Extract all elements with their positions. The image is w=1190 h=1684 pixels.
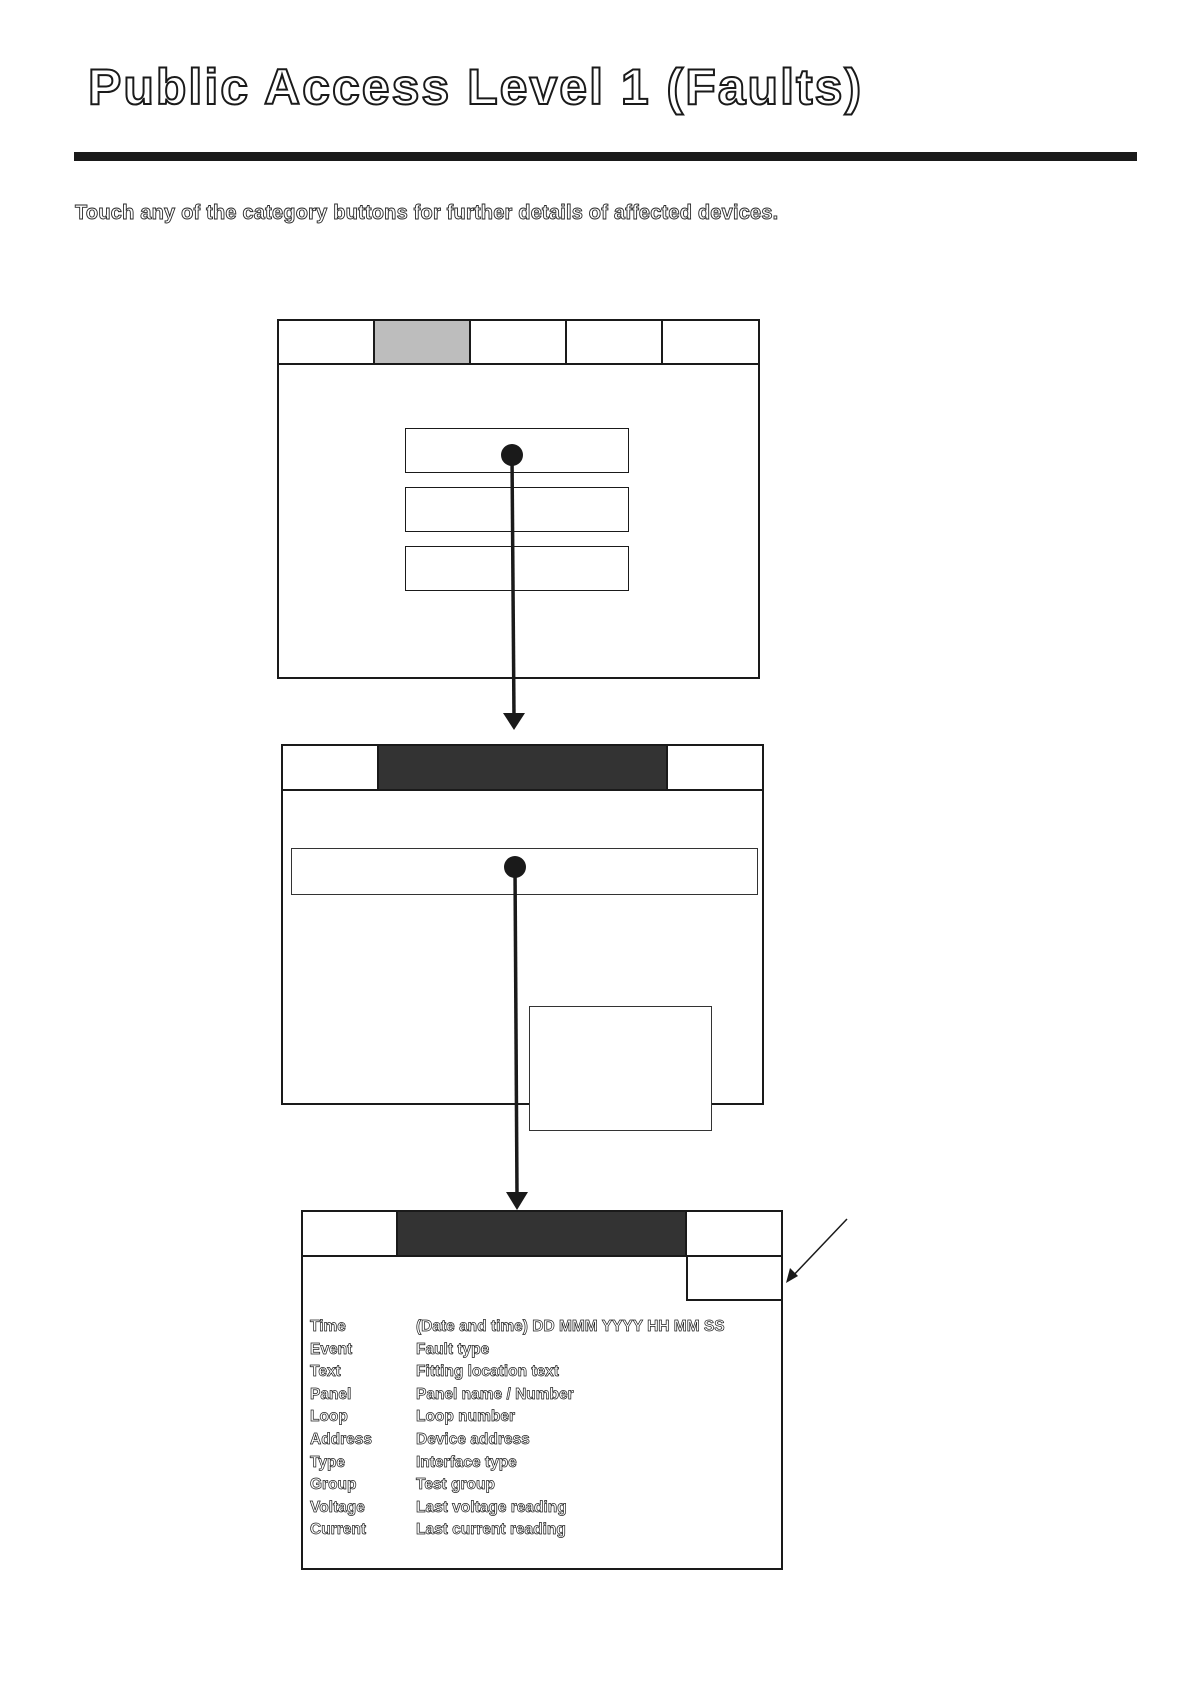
- detail-label: Panel: [310, 1385, 352, 1403]
- details-right-tab[interactable]: [687, 1212, 781, 1257]
- tab-5[interactable]: [663, 321, 758, 365]
- details-back-tab[interactable]: [303, 1212, 398, 1257]
- details-header-bar: [398, 1212, 687, 1257]
- detail-label: Address: [310, 1431, 373, 1448]
- right-tab[interactable]: [668, 746, 762, 791]
- page-title: Public Access Level 1 (Faults): [88, 59, 864, 115]
- details-small-button[interactable]: [686, 1255, 783, 1301]
- detail-value: Loop number: [416, 1408, 516, 1426]
- screen-categories: [277, 319, 760, 679]
- tab-2-selected[interactable]: [375, 321, 471, 365]
- detail-value: Test group: [416, 1476, 495, 1494]
- tab-4[interactable]: [567, 321, 663, 365]
- detail-value: Fault type: [416, 1340, 490, 1358]
- list-header-bar: [379, 746, 668, 791]
- detail-value: Interface type: [416, 1453, 517, 1471]
- detail-label: Current: [310, 1521, 366, 1539]
- detail-label: Voltage: [310, 1498, 365, 1516]
- category-button-2[interactable]: [405, 487, 629, 532]
- detail-label: Type: [310, 1453, 346, 1471]
- detail-label: Time: [310, 1318, 346, 1335]
- title-rule: [74, 152, 1137, 161]
- arrow-2-head: [506, 1192, 528, 1210]
- intro-text: Touch any of the category buttons for further details of affected devices.: [75, 202, 779, 224]
- tab-1[interactable]: [279, 321, 375, 365]
- detail-label: Text: [310, 1363, 341, 1381]
- detail-value: Device address: [416, 1431, 530, 1448]
- detail-value: Last current reading: [416, 1521, 566, 1539]
- category-button-3[interactable]: [405, 546, 629, 591]
- detail-label: Event: [310, 1340, 353, 1358]
- detail-value: Last voltage reading: [416, 1498, 567, 1516]
- back-tab[interactable]: [283, 746, 379, 791]
- popup-box: [529, 1006, 712, 1131]
- tab-3[interactable]: [471, 321, 567, 365]
- detail-value: Panel name / Number: [416, 1385, 574, 1403]
- detail-label: Group: [310, 1476, 357, 1494]
- detail-value: (Date and time) DD MMM YYYY HH MM SS: [416, 1318, 725, 1335]
- detail-value: Fitting location text: [416, 1363, 559, 1381]
- device-row[interactable]: [291, 848, 758, 895]
- pointer-arrow-head: [786, 1268, 798, 1283]
- pointer-arrow: [789, 1219, 847, 1280]
- detail-label: Loop: [310, 1408, 348, 1426]
- category-button-1[interactable]: [405, 428, 629, 473]
- arrow-1-head: [503, 713, 525, 730]
